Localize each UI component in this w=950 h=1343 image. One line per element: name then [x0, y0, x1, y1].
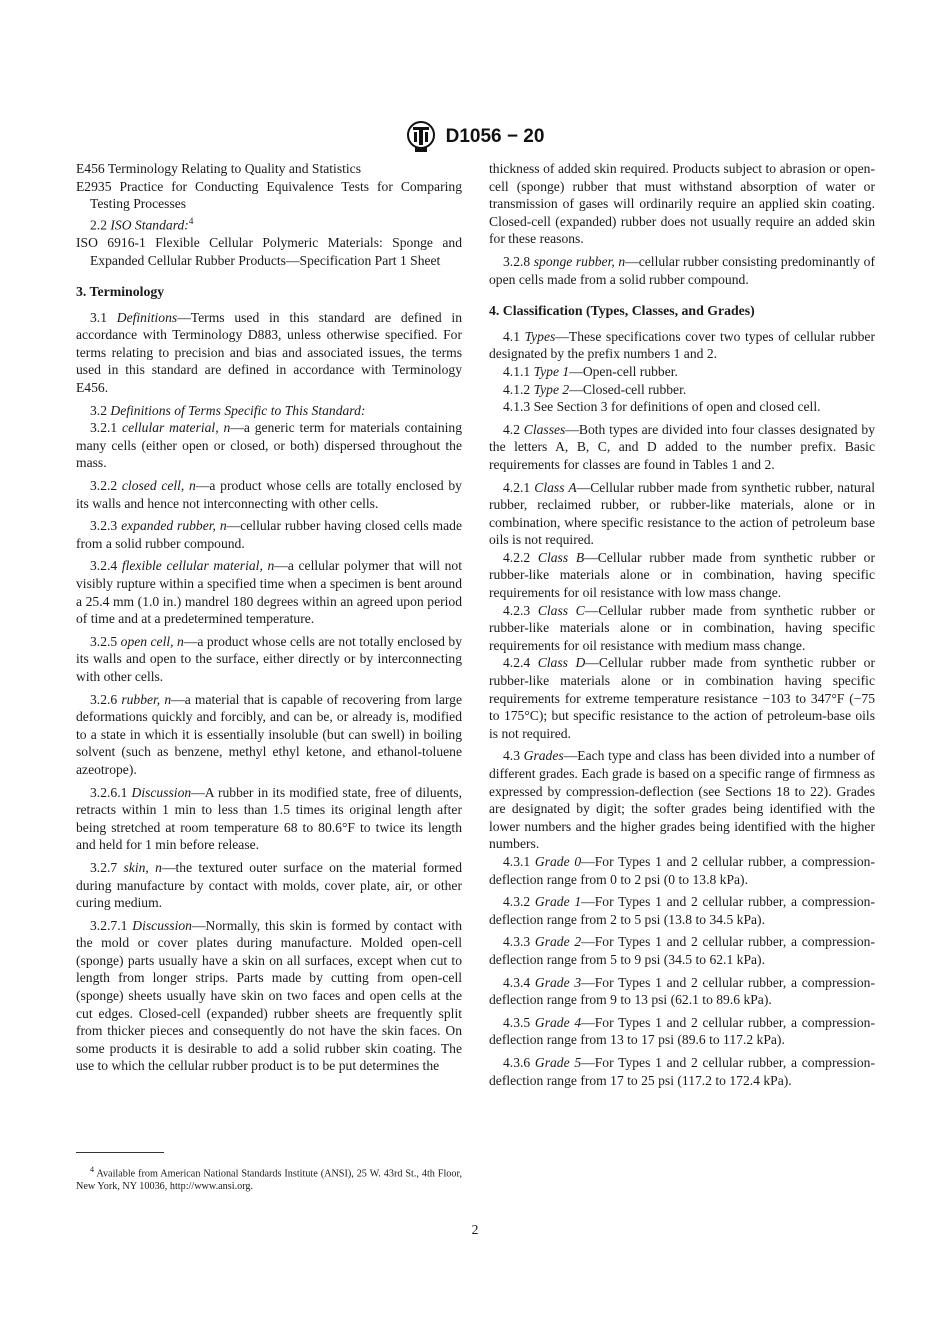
para-3-2-7-1: 3.2.7.1 Discussion—Normally, this skin is formed by contact with the mold or cover plates during manufacture. Molded open-cell (sponge) parts usually have a skin on all surfaces, except when cut to length from longer strips. Parts made by cutting from open-cell (sponge) sheets usually have skin on two faces and open cells at the cut edges. Closed-cell (expanded) rubber sheets are frequently split from thicker pieces and consequently do not have the skin faces. On some products it is desirable to add a solid rubber skin coating. The use to which the cellular rubber product is to be put determines the: [76, 917, 462, 1074]
para-4-3-4: 4.3.4 Grade 3—For Types 1 and 2 cellular rubber, a compression-deflection range from 9 to 13 psi (62.1 to 89.6 kPa).: [489, 974, 875, 1008]
right-column: [489, 160, 875, 1089]
reference-e2935: E2935 Practice for Conducting Equivalence Tests for Comparing Testing Processes: [76, 178, 462, 212]
para-4-3-2: 4.3.2 Grade 1—For Types 1 and 2 cellular rubber, a compression-deflection range from 2 to 5 psi (13.8 to 34.5 kPa).: [489, 894, 875, 927]
para-3-2: 3.2 Definitions of Terms Specific to This Standard:: [90, 402, 366, 418]
page-number: 2: [471, 1222, 479, 1237]
para-3-2-2: 3.2.2 closed cell, n—a product whose cells are totally enclosed by its walls and hence not interconnecting with other cells.: [76, 478, 462, 511]
para-4-2-3: 4.2.3 Class C—Cellular rubber made from synthetic rubber or rubber-like materials alone or in combination, having specific requirements for oil resistance with medium mass change.: [489, 602, 875, 653]
para-4-3: 4.3 Grades—Each type and class has been divided into a number of different grades. Each grade is based on a specific range of firmness as expressed by compression-deflection (see Sections 18 to 22). Grades are designated by digit; the softer grades being identified with the lower numbers and the higher grades being identified with the higher numbers.: [489, 748, 876, 852]
para-3-1: 3.1 Definitions—Terms used in this standard are defined in accordance with Terminology D883, unless otherwise specified. For terms relating to precision and bias and associated issues, the terms used in this standard are defined in accordance with Terminology E456.: [76, 309, 463, 396]
para-4-3-3: 4.3.3 Grade 2—For Types 1 and 2 cellular rubber, a compression-deflection range from 5 to 9 psi (34.5 to 62.1 kPa).: [489, 934, 875, 967]
para-4-2-2: 4.2.2 Class B—Cellular rubber made from synthetic rubber or rubber-like materials alone or in combination, having specific requirements for oil resistance with low mass change.: [489, 549, 875, 601]
para-3-2-4: 3.2.4 flexible cellular material, n—a cellular polymer that will not visibly rupture within a specified time when a specimen is bent around a 25.4 mm (1.0 in.) mandrel 180 degrees within an agreed upon period of time and at a predetermined temperature.: [76, 558, 462, 627]
para-3-2-3: 3.2.3 expanded rubber, n—cellular rubber having closed cells made from a solid rubber compound.: [76, 518, 462, 551]
para-3-2-6: 3.2.6 rubber, n—a material that is capable of recovering from large deformations quickly and forcibly, and can be, or already is, modified to a state in which it is essentially insoluble (but can swell) in boiling solvent (such as benzene, methyl ethyl ketone, and ethanol-toluene azeotrope).: [76, 691, 463, 777]
para-4-2-1: 4.2.1 Class A—Cellular rubber made from synthetic rubber, natural rubber, reclaimed rubber, or rubber-like materials, alone or in combination, where specific resistance to the action of petroleum base oils is not required.: [489, 479, 875, 548]
footnote-4: $^4$ Available from American National Standards Institute (ANSI), 25 W. 43rd St., 4th Floor, New York, NY 10036, http://www.ansi.org.: [76, 1165, 462, 1193]
footnote-divider: [76, 1152, 164, 1153]
para-4-1-3: 4.1.3 See Section 3 for definitions of open and closed cell.: [503, 399, 821, 415]
astm-logo-icon: [406, 120, 436, 154]
para-4-2: 4.2 Classes—Both types are divided into four classes designated by the letters A, B, C, and D added to the number prefix. Basic requirements for classes are found in Tables 1 and 2.: [489, 421, 875, 472]
para-4-1-2: 4.1.2 Type 2—Closed-cell rubber.: [503, 381, 687, 397]
para-4-3-1: 4.3.1 Grade 0—For Types 1 and 2 cellular rubber, a compression-deflection range from 0 to 2 psi (0 to 13.8 kPa).: [489, 853, 875, 887]
section-2-2: 2.2 ISO Standard:$^4$: [90, 215, 194, 233]
para-4-3-6: 4.3.6 Grade 5—For Types 1 and 2 cellular rubber, a compression-deflection range from 17 to 25 psi (117.2 to 172.4 kPa).: [489, 1054, 875, 1088]
para-3-2-6-1: 3.2.6.1 Discussion—A rubber in its modified state, free of diluents, retracts within 1 min to less than 1.5 times its original length after being stretched at room temperature 68 to 80.6°F to twice its length and held for 1 min before release.: [76, 784, 462, 853]
para-3-2-7: 3.2.7 skin, n—the textured outer surface on the material formed during manufacture by contact with molds, cover plate, air, or other curing medium.: [76, 859, 462, 911]
para-3-2-1: 3.2.1 cellular material, n—a generic term for materials containing many cells (either open or closed, or both) dispersed throughout the mass.: [76, 420, 463, 471]
page-header: [0, 120, 950, 154]
left-column: [76, 160, 462, 1075]
para-3-2-8: 3.2.8 sponge rubber, n—cellular rubber consisting predominantly of open cells made from a solid rubber compound.: [489, 253, 875, 287]
reference-iso-6916-1: ISO 6916-1 Flexible Cellular Polymeric Materials: Sponge and Expanded Cellular Rubber Products—Specification Part 1 Sheet: [76, 234, 462, 268]
para-4-3-5: 4.3.5 Grade 4—For Types 1 and 2 cellular rubber, a compression-deflection range from 13 to 17 psi (89.6 to 117.2 kPa).: [489, 1014, 875, 1048]
para-4-1: 4.1 Types—These specifications cover two types of cellular rubber designated by the prefix numbers 1 and 2.: [489, 328, 875, 362]
reference-e456: E456 Terminology Relating to Quality and Statistics: [76, 161, 361, 176]
section-heading-classification: 4. Classification (Types, Classes, and Grades): [489, 303, 755, 319]
para-3-2-7-1-continued: thickness of added skin required. Products subject to abrasion or open-cell (sponge) rubber that must withstand absorption of water or transmission of gases will ordinarily require an applied skin coating. Closed-cell (expanded) rubber does not usually require an added skin for these reasons.: [489, 161, 875, 247]
document-id: D1056 − 20: [445, 126, 545, 147]
para-3-2-5: 3.2.5 open cell, n—a product whose cells are not totally enclosed by its walls and open to the surface, either directly or by interconnecting with other cells.: [76, 633, 462, 684]
para-4-1-1: 4.1.1 Type 1—Open-cell rubber.: [503, 363, 678, 379]
para-4-2-4: 4.2.4 Class D—Cellular rubber made from synthetic rubber or rubber-like materials alone or in combination having specific requirements for extreme temperature resistance −103 to 347°F (−75 to 175°C); but specific resistance to the action of petroleum-base oils is not required.: [489, 655, 875, 741]
section-heading-terminology: 3. Terminology: [76, 284, 165, 300]
